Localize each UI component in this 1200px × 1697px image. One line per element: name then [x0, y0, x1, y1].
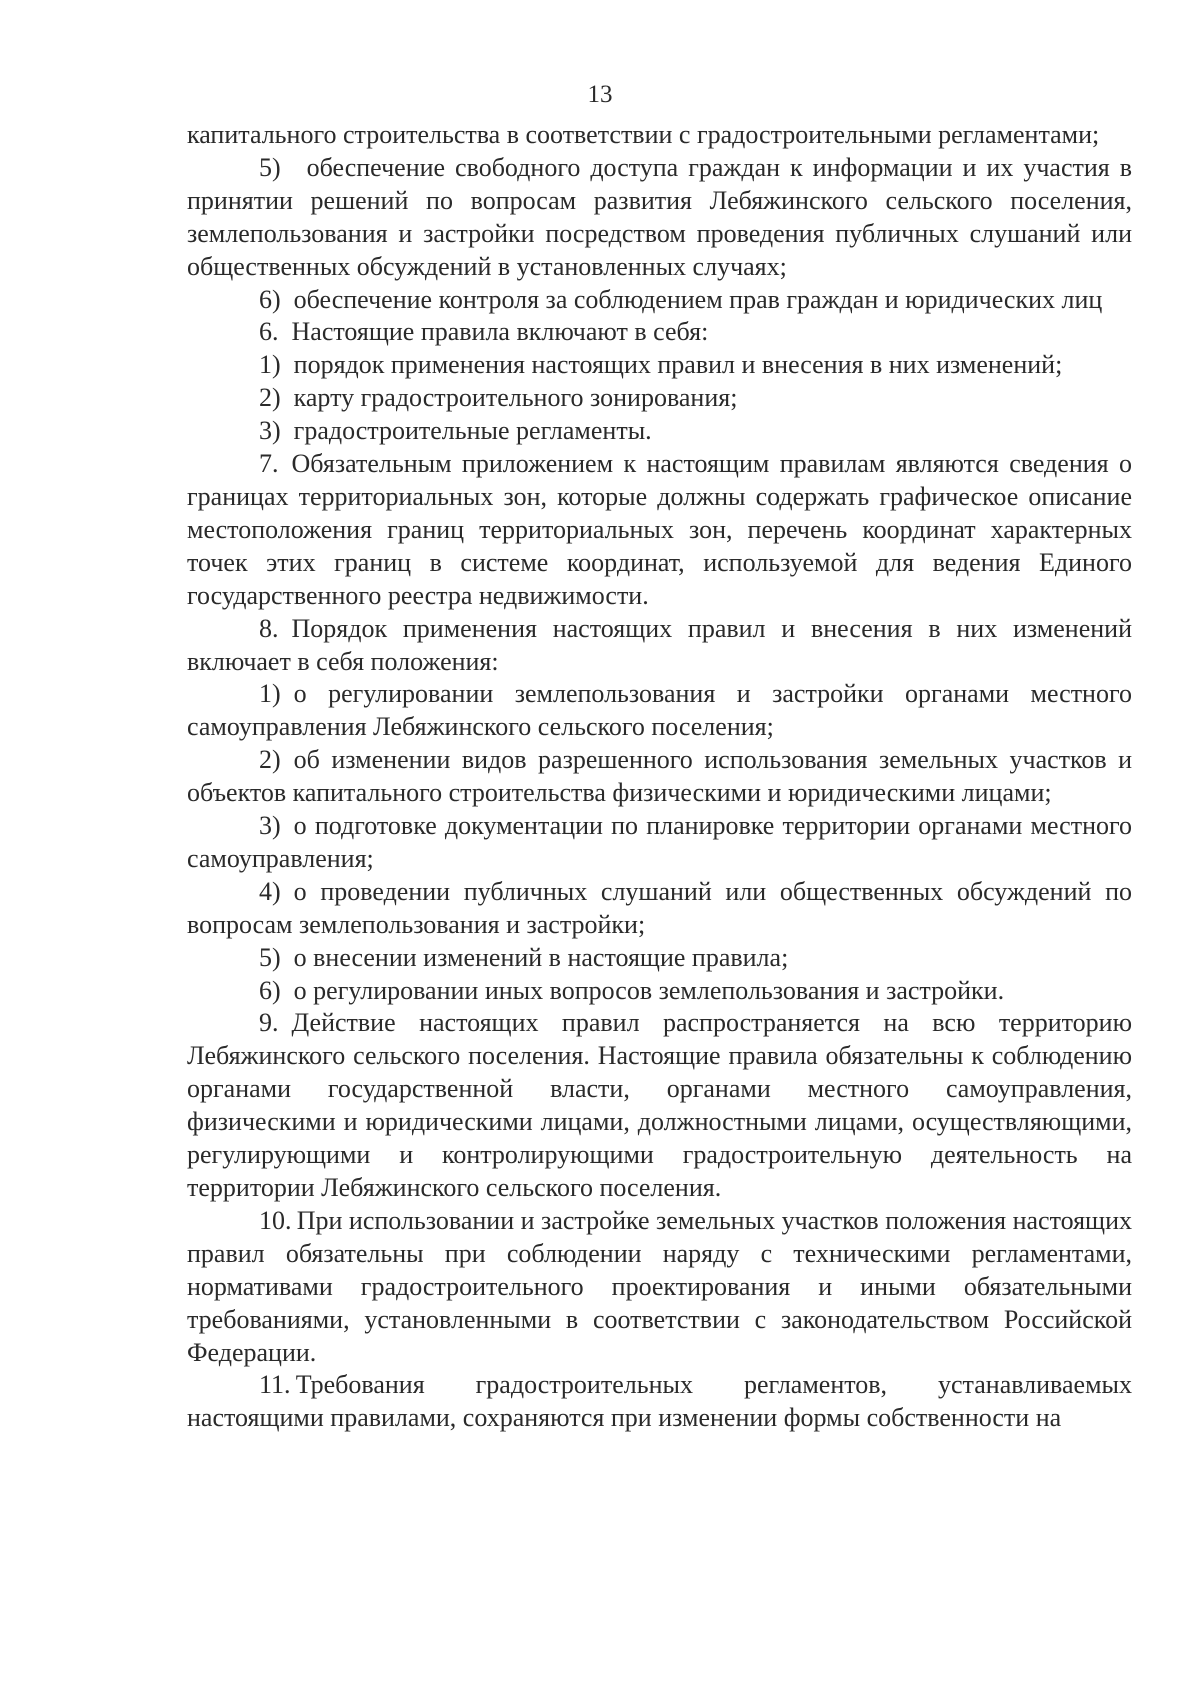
- list-item-5-free-access: 5) обеспечение свободного доступа граждан к информации и их участия в принятии решений по вопросам развития Лебяжинского сельского поселения, землепользования и застройки посредством проведения публичных слушаний или общественных обсуждений в установленных случаях;: [187, 152, 1132, 281]
- section-9-paragraph: 9. Действие настоящих правил распространяется на всю территорию Лебяжинского сельского поселения. Настоящие правила обязательны к соблюдению органами государственной власти, органами местного самоуправления, физическими и юридическими лицами, должностными лицами, осуществляющими, регулирующими и контролирующими градостроительную деятельность на территории Лебяжинского сельского поселения.: [187, 1008, 1132, 1202]
- document-body: [187, 119, 1132, 1435]
- list-item-8-6: 6) о регулировании иных вопросов землепользования и застройки.: [259, 975, 1005, 1005]
- list-item-8-2: 2) об изменении видов разрешенного использования земельных участков и объектов капитального строительства физическими и юридическими лицами;: [187, 745, 1132, 808]
- list-item-6-rights-control: 6) обеспечение контроля за соблюдением прав граждан и юридических лиц: [259, 284, 1103, 314]
- section-8-paragraph: 8. Порядок применения настоящих правил и внесения в них изменений включает в себя положения:: [187, 613, 1132, 676]
- paragraph-continuation: капитального строительства в соответствии с градостроительными регламентами;: [187, 120, 1100, 149]
- list-item-8-5: 5) о внесении изменений в настоящие правила;: [259, 942, 789, 972]
- list-item-8-4: 4) о проведении публичных слушаний или общественных обсуждений по вопросам землепользования и застройки;: [187, 876, 1132, 939]
- list-item-8-1: 1) о регулировании землепользования и застройки органами местного самоуправления Лебяжинского сельского поселения;: [187, 679, 1132, 742]
- section-10-paragraph: 10. При использовании и застройке земельных участков положения настоящих правил обязательны при соблюдении наряду с техническими регламентами, нормативами градостроительного проектирования и иными обязательными требованиями, установленными в соответствии с законодательством Российской Федерации.: [187, 1205, 1132, 1367]
- section-6-heading: 6. Настоящие правила включают в себя:: [259, 317, 709, 347]
- list-item-1-procedure: 1) порядок применения настоящих правил и внесения в них изменений;: [259, 350, 1063, 380]
- list-item-3-regulations: 3) градостроительные регламенты.: [259, 416, 652, 446]
- page-number: 13: [587, 81, 613, 108]
- section-11-paragraph: 11. Требования градостроительных регламентов, устанавливаемых настоящими правилами, сохраняются при изменении формы собственности на: [187, 1370, 1132, 1433]
- section-7-paragraph: 7. Обязательным приложением к настоящим правилам являются сведения о границах территориальных зон, которые должны содержать графическое описание местоположения границ территориальных зон, перечень координат характерных точек этих границ в системе координат, используемой для ведения Единого государственного реестра недвижимости.: [187, 449, 1132, 610]
- list-item-8-3: 3) о подготовке документации по планировке территории органами местного самоуправления;: [187, 811, 1132, 873]
- list-item-2-zoning-map: 2) карту градостроительного зонирования;: [259, 383, 738, 413]
